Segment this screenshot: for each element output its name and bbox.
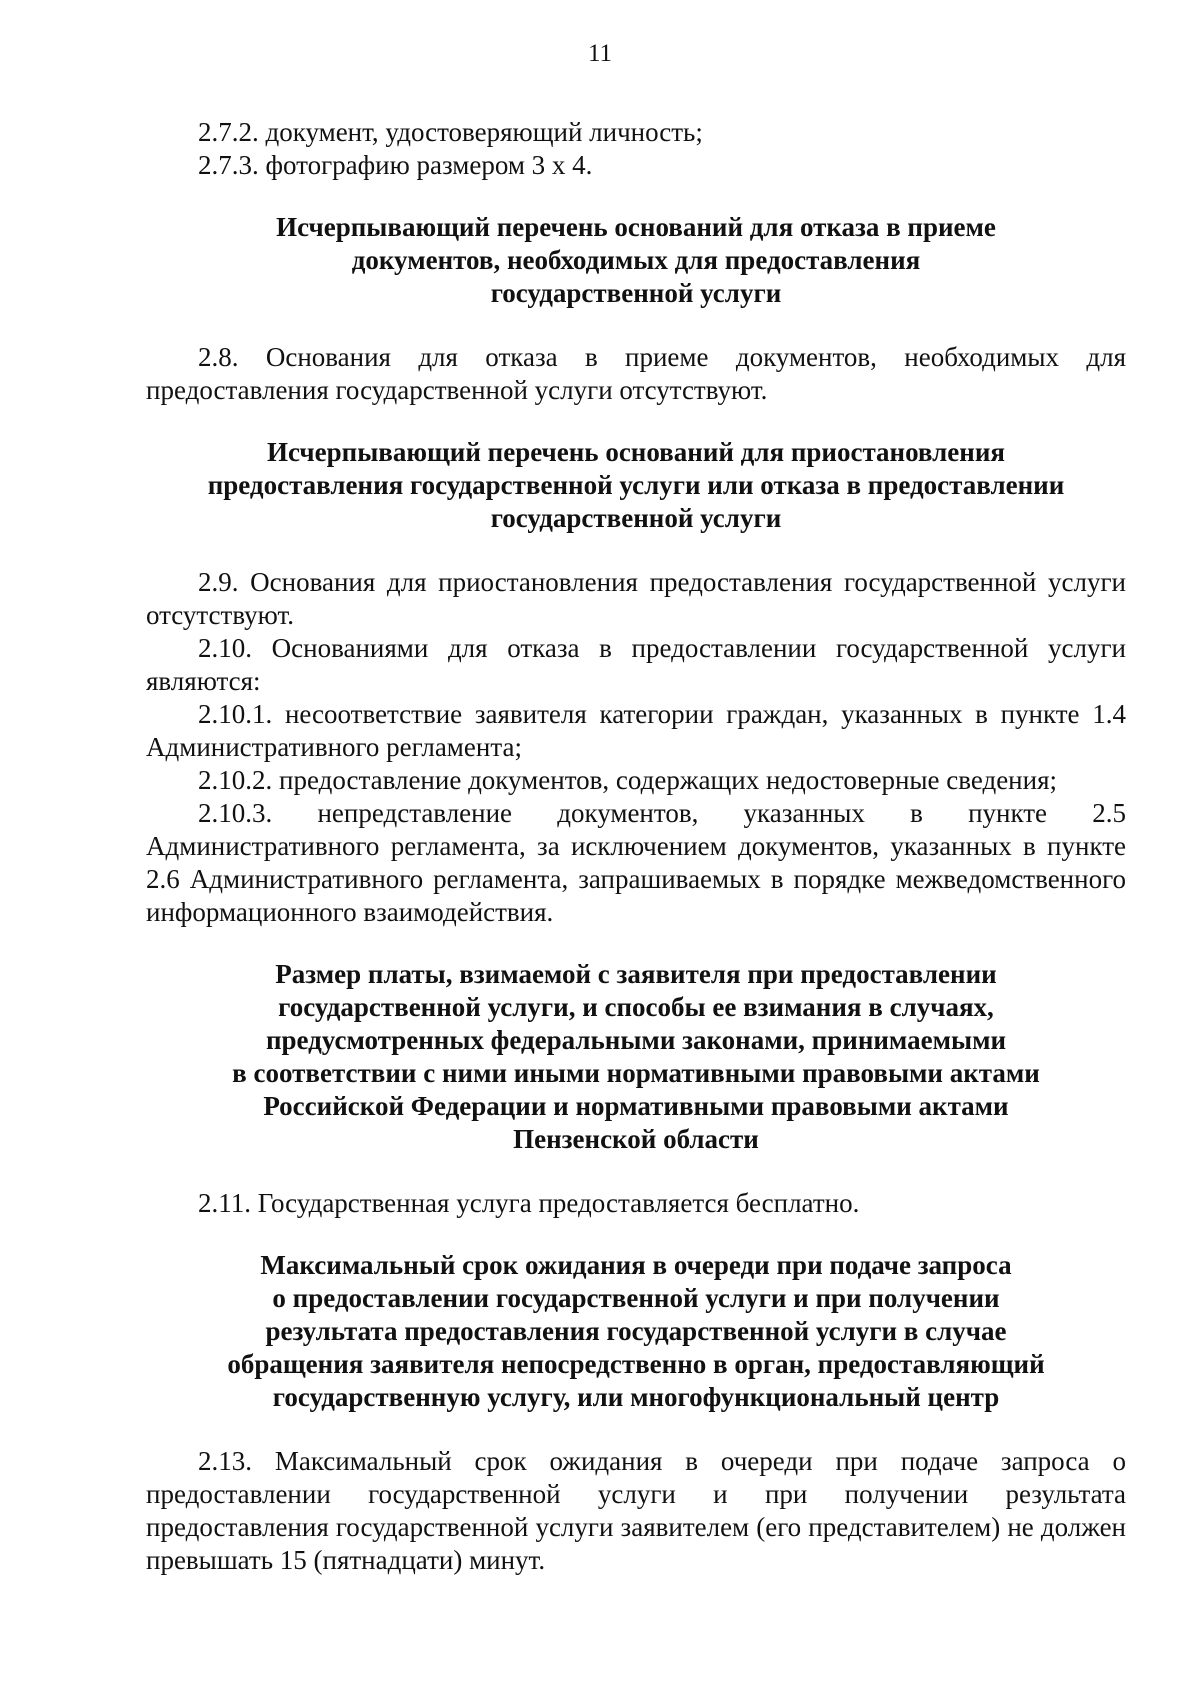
paragraph-2-10: 2.10. Основаниями для отказа в предоставлении государственной услуги являются: — [146, 633, 1126, 696]
page-number: 11 — [587, 40, 613, 67]
heading-line: государственной услуги — [490, 278, 782, 308]
paragraph-2-11: 2.11. Государственная услуга предоставляется бесплатно. — [198, 1188, 860, 1218]
heading-line: результата предоставления государственной услуги в случае — [265, 1316, 1007, 1346]
document-body — [146, 116, 1126, 1577]
heading-line: Пензенской области — [513, 1124, 759, 1154]
section-heading-queue-time — [146, 1249, 1126, 1414]
heading-line: о предоставлении государственной услуги и при получении — [272, 1283, 1000, 1313]
heading-line: Размер платы, взимаемой с заявителя при предоставлении — [275, 959, 997, 989]
heading-line: Российской Федерации и нормативными правовыми актами — [263, 1091, 1009, 1121]
heading-line: документов, необходимых для предоставления — [351, 245, 921, 275]
heading-line: предоставления государственной услуги или отказа в предоставлении — [207, 470, 1065, 500]
paragraph-2-7-3: 2.7.3. фотографию размером 3 х 4. — [198, 150, 593, 180]
paragraph-2-13: 2.13. Максимальный срок ожидания в очереди при подаче запроса о предоставлении государственной услуги и при получении результата предоставления государственной услуги заявителем (его представителем) не должен превышать 15 (пятнадцати) минут. — [146, 1446, 1126, 1575]
heading-line: государственной услуги — [490, 503, 782, 533]
heading-line: в соответствии с ними иными нормативными правовыми актами — [232, 1058, 1040, 1088]
paragraph-2-7-2: 2.7.2. документ, удостоверяющий личность; — [198, 117, 703, 147]
heading-line: обращения заявителя непосредственно в орган, предоставляющий — [227, 1349, 1045, 1379]
section-heading-suspension-refusal — [146, 436, 1126, 535]
section-heading-refusal-reception — [146, 211, 1126, 310]
heading-line: государственной услуги, и способы ее взимания в случаях, — [278, 992, 994, 1022]
paragraph-2-10-1: 2.10.1. несоответствие заявителя категории граждан, указанных в пункте 1.4 Административного регламента; — [146, 699, 1126, 762]
heading-line: государственную услугу, или многофункциональный центр — [272, 1382, 1000, 1412]
section-heading-fee — [146, 958, 1126, 1156]
paragraph-2-8: 2.8. Основания для отказа в приеме документов, необходимых для предоставления государственной услуги отсутствуют. — [146, 342, 1126, 405]
heading-line: Максимальный срок ожидания в очереди при подаче запроса — [260, 1250, 1012, 1280]
paragraph-2-10-3: 2.10.3. непредставление документов, указанных в пункте 2.5 Административного регламента, за исключением документов, указанных в пункте 2.6 Административного регламента, запрашиваемых в порядке межведомственного информационного взаимодействия. — [146, 798, 1126, 927]
paragraph-2-10-2: 2.10.2. предоставление документов, содержащих недостоверные сведения; — [198, 765, 1058, 795]
paragraph-2-9: 2.9. Основания для приостановления предоставления государственной услуги отсутствуют. — [146, 567, 1126, 630]
heading-line: предусмотренных федеральными законами, принимаемыми — [265, 1025, 1007, 1055]
heading-line: Исчерпывающий перечень оснований для приостановления — [266, 437, 1006, 467]
heading-line: Исчерпывающий перечень оснований для отказа в приеме — [276, 212, 996, 242]
